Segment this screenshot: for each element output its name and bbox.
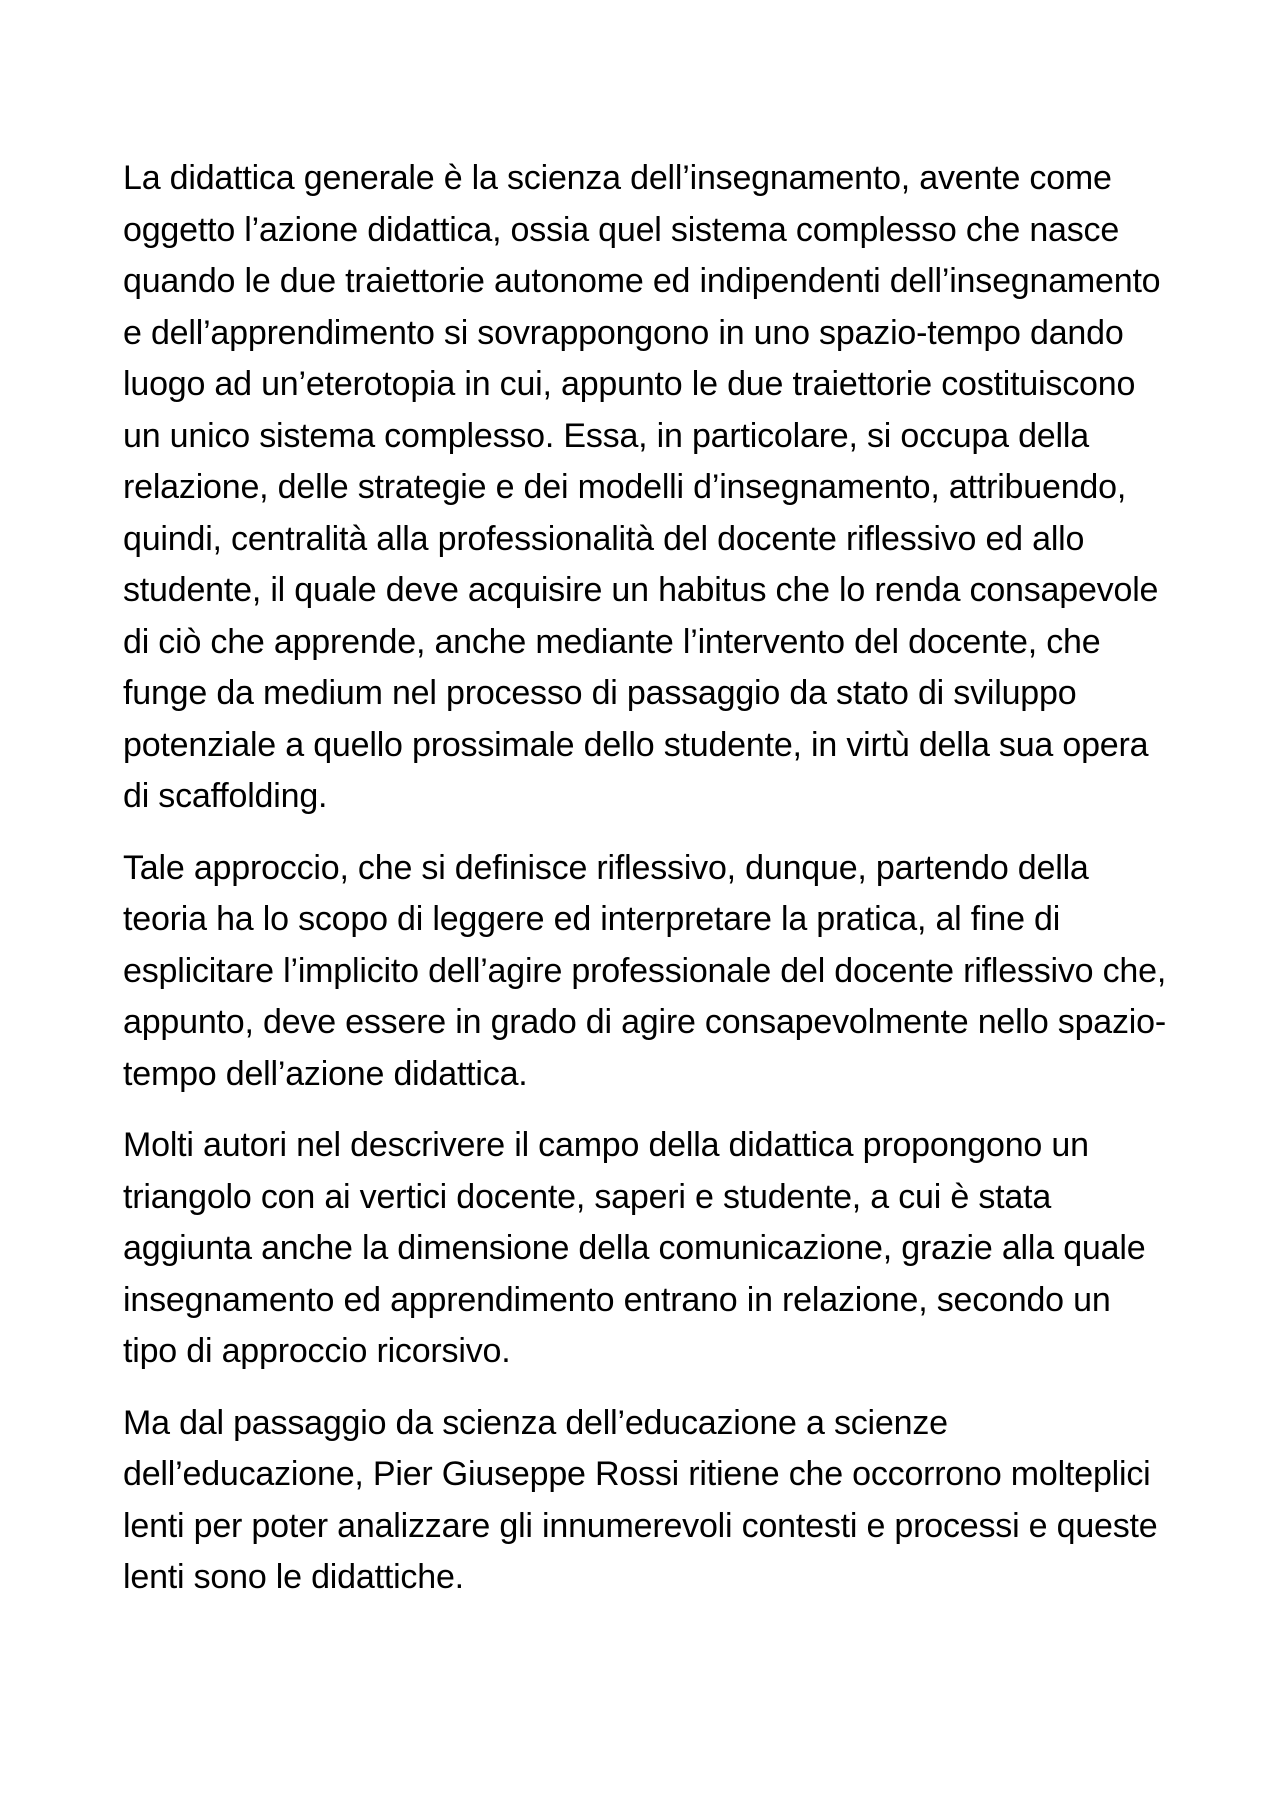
paragraph-2: Tale approccio, che si definisce riflessivo, dunque, partendo della teoria ha lo scopo di leggere ed interpretare la pratica, al fine di esplicitare l’implicito dell’agire professionale del docente riflessivo che, appunto, deve essere in grado di agire consapevolmente nello spazio-tempo dell’azione didattica. — [123, 848, 1167, 1093]
document-page — [123, 153, 1168, 1624]
paragraph-4: Ma dal passaggio da scienza dell’educazione a scienze dell’educazione, Pier Giuseppe Rossi ritiene che occorrono molteplici lenti per poter analizzare gli innumerevoli contesti e processi e queste lenti sono le didattiche. — [123, 1403, 1158, 1596]
paragraph-3: Molti autori nel descrivere il campo della didattica propongono un triangolo con ai vertici docente, saperi e studente, a cui è stata aggiunta anche la dimensione della comunicazione, grazie alla quale insegnamento ed apprendimento entrano in relazione, secondo un tipo di approccio ricorsivo. — [123, 1126, 1146, 1370]
paragraph-1: La didattica generale è la scienza dell’insegnamento, avente come oggetto l’azione didattica, ossia quel sistema complesso che nasce quando le due traiettorie autonome ed indipendenti dell’insegnamento e dell’apprendimento si sovrappongono in uno spazio-tempo dando luogo ad un’eterotopia in cui, appunto le due traiettorie costituiscono un unico sistema complesso. Essa, in particolare, si occupa della relazione, delle strategie e dei modelli d’insegnamento, attribuendo, quindi, centralità alla professionalità del docente riflessivo ed allo studente, il quale deve acquisire un habitus che lo renda consapevole di ciò che apprende, anche mediante l’intervento del docente, che funge da medium nel processo di passaggio da stato di sviluppo potenziale a quello prossimale dello studente, in virtù della sua opera di scaffolding. — [123, 159, 1161, 815]
